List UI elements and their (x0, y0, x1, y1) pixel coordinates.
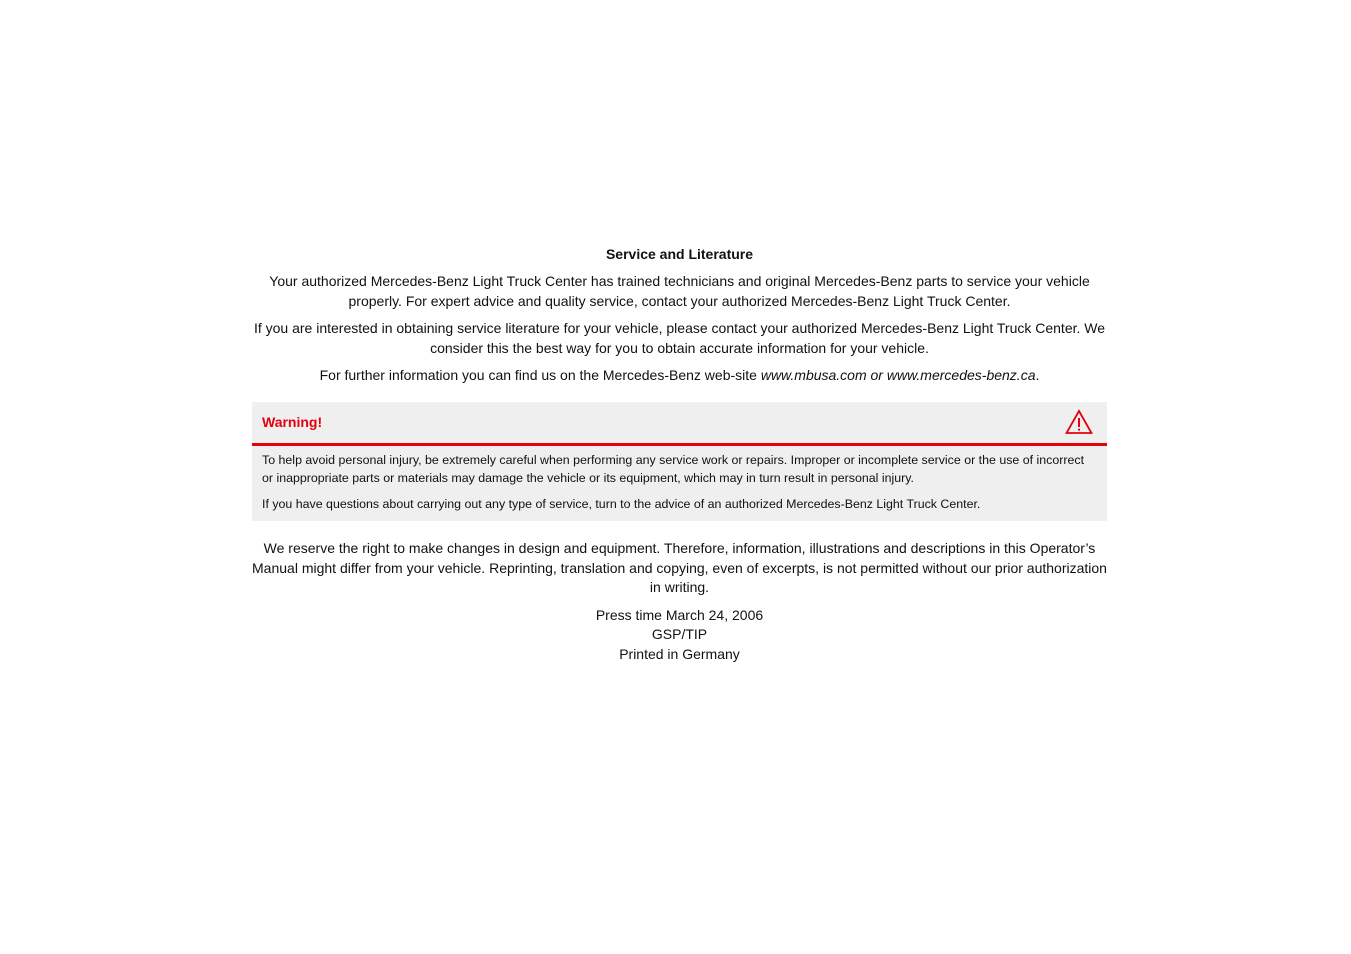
website-text: For further information you can find us on the Mercedes-Benz web-site (319, 367, 761, 383)
warning-box (252, 402, 1107, 522)
warning-body (252, 446, 1107, 522)
document-page (252, 244, 1107, 664)
warning-text-injury: To help avoid personal injury, be extremely careful when performing any service work or repairs. Improper or incomplete service or the use of incorrect or inappropriate parts or materials may damage the vehicle or its equipment, which may in turn result in personal injury. (262, 452, 1085, 485)
warning-triangle-icon (1065, 409, 1093, 435)
section-title: Service and Literature (605, 246, 754, 262)
rights-notice: We reserve the right to make changes in design and equipment. Therefore, information, illustrations and descriptions in this Operator’s Manual might differ from your vehicle. Reprinting, translation and copying, even of excerpts, is not permitted without our prior authorization in writing. (252, 540, 1107, 595)
press-time: Press time March 24, 2006 (595, 606, 764, 623)
website-period: . (1035, 367, 1040, 383)
website-links: www.mbusa.com or www.mercedes-benz.ca (760, 367, 1036, 383)
warning-title: Warning! (262, 414, 323, 430)
printed-in: Printed in Germany (619, 645, 740, 662)
warning-header (252, 402, 1107, 446)
service-paragraph: Your authorized Mercedes-Benz Light Truck Center has trained technicians and original Mercedes-Benz parts to service your vehicle properly. For expert advice and quality service, contact your authorized Mercedes-Benz Light Truck Center. (269, 273, 1090, 309)
website-paragraph (252, 366, 1107, 386)
warning-text-advice: If you have questions about carrying out any type of service, turn to the advice of an authorized Mercedes-Benz Light Truck Center. (262, 496, 981, 511)
literature-paragraph: If you are interested in obtaining service literature for your vehicle, please contact your authorized Mercedes-Benz Light Truck Center. We consider this the best way for you to obtain accurate information for your vehicle. (253, 320, 1106, 356)
imprint-block (252, 606, 1107, 665)
imprint-code: GSP/TIP (651, 626, 708, 642)
